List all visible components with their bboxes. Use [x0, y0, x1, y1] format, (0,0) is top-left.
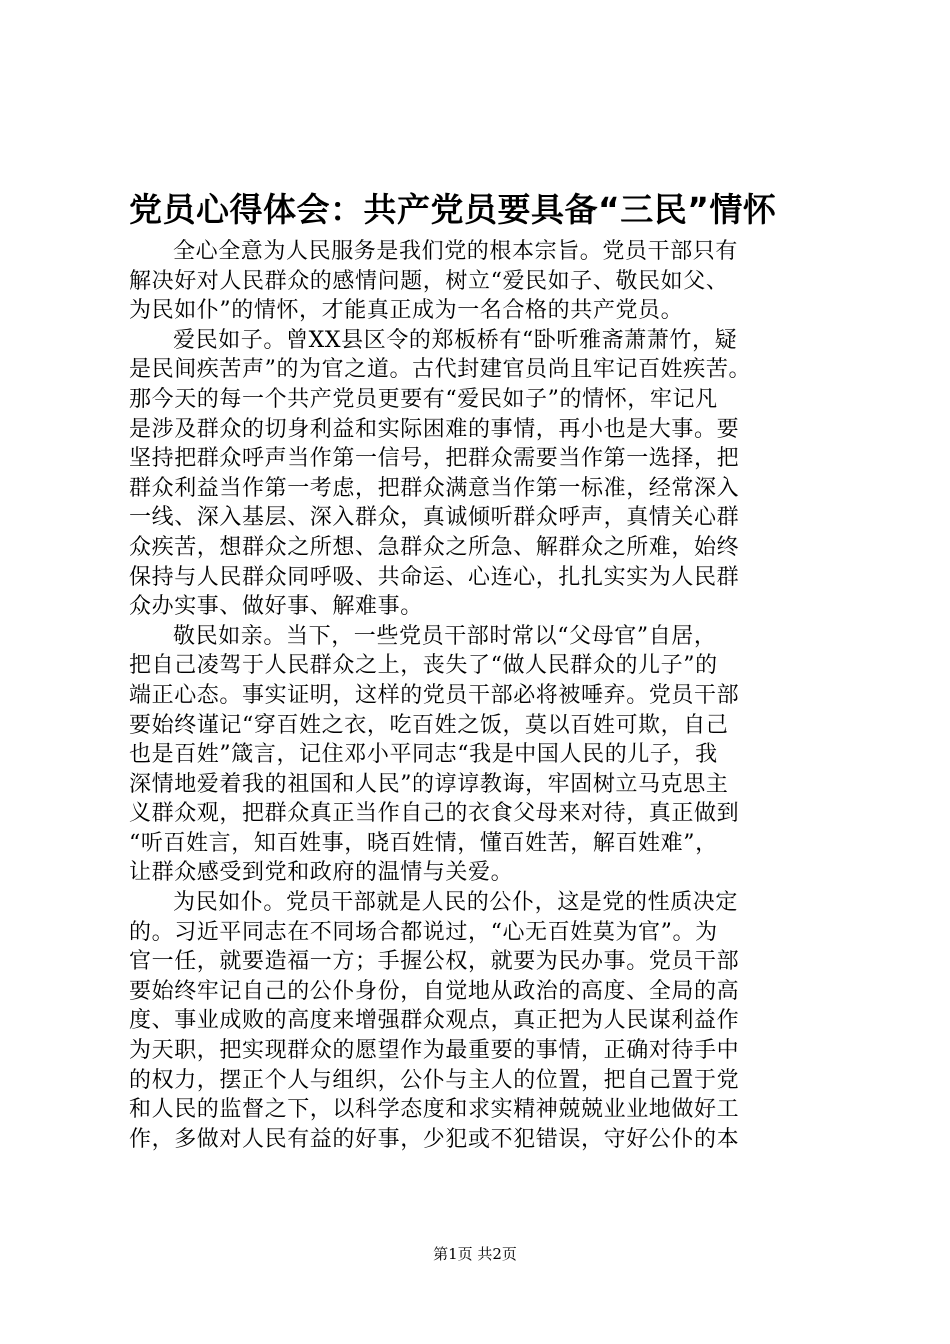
- paragraph-line: 让群众感受到党和政府的温情与关爱。: [129, 860, 514, 886]
- paragraph-line: 深情地爱着我的祖国和人民”的谆谆教诲，牢固树立马克思主: [129, 771, 729, 797]
- paragraph-line: 坚持把群众呼声当作第一信号，把群众需要当作第一选择，把: [129, 446, 740, 472]
- paragraph-line: 那今天的每一个共产党员更要有“爱民如子”的情怀，牢记凡: [129, 386, 718, 412]
- paragraph-line: 为民如仆”的情怀，才能真正成为一名合格的共产党员。: [129, 298, 684, 324]
- paragraph-line: 作，多做对人民有益的好事，少犯或不犯错误，守好公仆的本: [129, 1126, 740, 1152]
- document-body: [129, 237, 839, 1154]
- paragraph-line: 是涉及群众的切身利益和实际困难的事情，再小也是大事。要: [129, 416, 740, 442]
- paragraph-line: 众办实事、做好事、解难事。: [129, 594, 423, 620]
- paragraph-line: 全心全意为人民服务是我们党的根本宗旨。党员干部只有: [173, 239, 739, 264]
- paragraph-line: 官一任，就要造福一方；手握公权，就要为民办事。党员干部: [129, 949, 740, 975]
- paragraph-line: 保持与人民群众同呼吸、共命运、心连心，扎扎实实为人民群: [129, 564, 740, 590]
- paragraph-line: 的。习近平同志在不同场合都说过，“心无百姓莫为官”。为: [129, 919, 718, 945]
- paragraph-line: 群众利益当作第一考虑，把群众满意当作第一标准，经常深入: [129, 475, 740, 501]
- paragraph-line: 要始终牢记自己的公仆身份，自觉地从政治的高度、全局的高: [129, 978, 740, 1004]
- paragraph-line: 和人民的监督之下，以科学态度和求实精神兢兢业业地做好工: [129, 1097, 740, 1123]
- paragraph-line: 也是百姓”箴言，记住邓小平同志“我是中国人民的儿子，我: [129, 742, 718, 768]
- page-footer: 第1页 共2页: [433, 1245, 517, 1263]
- paragraph-line: 义群众观，把群众真正当作自己的衣食父母来对待，真正做到: [129, 801, 740, 827]
- paragraph-line: “听百姓言，知百姓事，晓百姓情，懂百姓苦，解百姓难”，: [129, 830, 718, 856]
- paragraph-line: 敬民如亲。当下，一些党员干部时常以“父母官”自居，: [173, 623, 717, 649]
- document-title: 党员心得体会：共产党员要具备“三民”情怀: [129, 190, 777, 229]
- paragraph-line: 把自己凌驾于人民群众之上，丧失了“做人民群众的儿子”的: [129, 653, 718, 679]
- paragraph-line: 的权力，摆正个人与组织，公仆与主人的位置，把自己置于党: [129, 1067, 740, 1093]
- paragraph-line: 爱民如子。曾XX县区令的郑板桥有“卧听雅斋萧萧竹，疑: [173, 327, 738, 353]
- paragraph-line: 解决好对人民群众的感情问题，树立“爱民如子、敬民如父、: [129, 268, 729, 294]
- paragraph-line: 度、事业成败的高度来增强群众观点，真正把为人民谋利益作: [129, 1008, 740, 1034]
- paragraph-line: 一线、深入基层、深入群众，真诚倾听群众呼声，真情关心群: [129, 505, 740, 531]
- paragraph-line: 要始终谨记“穿百姓之衣，吃百姓之饭，莫以百姓可欺，自己: [129, 712, 729, 738]
- paragraph-line: 为天职，把实现群众的愿望作为最重要的事情，正确对待手中: [129, 1038, 740, 1064]
- paragraph-line: 众疾苦，想群众之所想、急群众之所急、解群众之所难，始终: [129, 534, 740, 560]
- paragraph-line: 是民间疾苦声”的为官之道。古代封建官员尚且牢记百姓疾苦。: [129, 357, 752, 383]
- paragraph-line: 端正心态。事实证明，这样的党员干部必将被唾弃。党员干部: [129, 682, 740, 708]
- paragraph-line: 为民如仆。党员干部就是人民的公仆，这是党的性质决定: [173, 890, 739, 916]
